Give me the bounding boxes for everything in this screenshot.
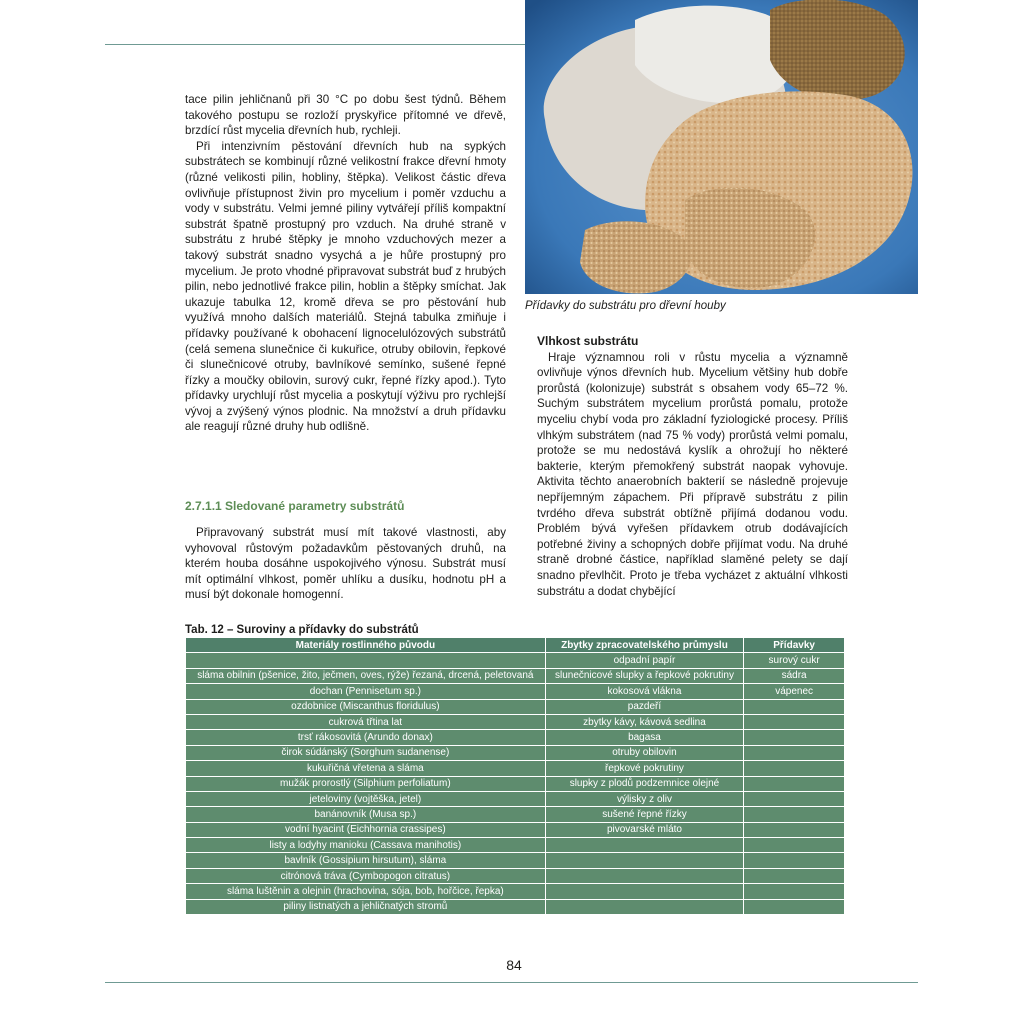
table-cell xyxy=(545,868,744,883)
table-cell: kokosová vlákna xyxy=(545,684,744,699)
section-text xyxy=(185,525,506,603)
table-row xyxy=(186,807,845,822)
table-row xyxy=(186,699,845,714)
table-row xyxy=(186,884,845,899)
table-cell: otruby obilovin xyxy=(545,745,744,760)
table-cell xyxy=(545,884,744,899)
table-row xyxy=(186,730,845,745)
table-cell: kukuřičná vřetena a sláma xyxy=(186,761,546,776)
table-row xyxy=(186,761,845,776)
table-title: Tab. 12 – Suroviny a přídavky do substrátů xyxy=(185,624,419,636)
table-cell xyxy=(744,791,845,806)
left-column xyxy=(185,92,506,435)
table-row xyxy=(186,838,845,853)
table-cell: ozdobnice (Miscanthus floridulus) xyxy=(186,699,546,714)
table-row xyxy=(186,899,845,914)
table-cell: sláma obilnin (pšenice, žito, ječmen, oves, rýže) řezaná, drcená, peletovaná xyxy=(186,668,546,683)
photo-illustration xyxy=(525,0,918,294)
table-row xyxy=(186,714,845,729)
table-cell xyxy=(545,899,744,914)
table-row xyxy=(186,868,845,883)
table-cell: banánovník (Musa sp.) xyxy=(186,807,546,822)
table-cell xyxy=(545,853,744,868)
table-cell: slunečnicové slupky a řepkové pokrutiny xyxy=(545,668,744,683)
substrate-table xyxy=(185,637,845,915)
table-cell: trsť rákosovitá (Arundo donax) xyxy=(186,730,546,745)
page-number: 84 xyxy=(506,957,522,973)
body-paragraph: tace pilin jehličnanů při 30 °C po dobu šest týdnů. Během takového postupu se rozloží pryskyřice přítomné ve dřevě, brzdící růst mycelia dřevních hub, rychleji. xyxy=(185,93,506,138)
body-paragraph: Při intenzivním pěstování dřevních hub na sypkých substrátech se kombinují různé velikostní frakce dřevní hmoty (různé velikosti pilin, hobliny, štěpka). Velikost částic dřeva ovlivňuje přístupnost živin pro mycelium i poměr vzduchu a vody v substrátu. Velmi jemné piliny vytvářejí příliš kompaktní substrát špatně prostupný pro vzduch. Na druhé straně v substrátu z hrubé štěpky je mnoho vzduchových mezer a takový substrát snadno vysychá a je hůře prostupný pro mycelium. Je proto vhodné připravovat substrát buď z hrubých pilin, nebo jednotlivé frakce pilin, hoblin a štěpky smíchat. Jak ukazuje tabulka 12, kromě dřeva se pro pěstování hub využívá mnoho dalších materiálů. Stejná tabulka zmiňuje i přídavky používané k obohacení lignocelulózových substrátů (celá semena slunečnice či kukuřice, otruby obilovin, řepkové či slunečnicové otruby, bavlníkové semínko, sušené řepné řízky a moučky obilovin, surový cukr, řepné řízky apod.). Tyto přídavky urychlují růst mycelia a poskytují výživu pro rychlejší vývoj a zvýšený výnos plodnic. Na množství a druh přídavku ale reagují různé druhy hub odlišně. xyxy=(185,139,506,434)
table-cell: sláma luštěnin a olejnin (hrachovina, sója, bob, hořčice, řepka) xyxy=(186,884,546,899)
table-cell: bavlník (Gossipium hirsutum), sláma xyxy=(186,853,546,868)
table-cell xyxy=(545,838,744,853)
table-cell: pazdeří xyxy=(545,699,744,714)
table-header-row xyxy=(186,638,845,653)
section-heading: 2.7.1.1 Sledované parametry substrátů xyxy=(185,499,405,513)
table-row xyxy=(186,745,845,760)
table-cell: vodní hyacint (Eichhornia crassipes) xyxy=(186,822,546,837)
body-paragraph: Připravovaný substrát musí mít takové vlastnosti, aby vyhovoval růstovým požadavkům pěstovaných druhů, na kterém houba dosáhne uspokojivého výnosu. Substrát musí mít optimální vlhkost, poměr uhlíku a dusíku, hodnotu pH a musí být dokonale homogenní. xyxy=(185,526,506,602)
table-cell xyxy=(744,730,845,745)
table-cell: čirok súdánský (Sorghum sudanense) xyxy=(186,745,546,760)
table-cell: sádra xyxy=(744,668,845,683)
table-cell: vápenec xyxy=(744,684,845,699)
right-column xyxy=(537,334,848,599)
table-cell: slupky z plodů podzemnice olejné xyxy=(545,776,744,791)
table-row xyxy=(186,853,845,868)
table-cell: listy a lodyhy manioku (Cassava manihotis) xyxy=(186,838,546,853)
table-cell: řepkové pokrutiny xyxy=(545,761,744,776)
table-cell: cukrová třtina lat xyxy=(186,714,546,729)
table-cell xyxy=(744,807,845,822)
table-cell: zbytky kávy, kávová sedlina xyxy=(545,714,744,729)
table-cell xyxy=(744,822,845,837)
table-header-cell: Přídavky xyxy=(744,638,845,653)
table-cell xyxy=(744,745,845,760)
table-cell xyxy=(186,653,546,668)
photo-caption: Přídavky do substrátu pro dřevní houby xyxy=(525,300,726,312)
table-cell: piliny listnatých a jehličnatých stromů xyxy=(186,899,546,914)
table-cell: odpadní papír xyxy=(545,653,744,668)
table-cell: citrónová tráva (Cymbopogon citratus) xyxy=(186,868,546,883)
table-cell xyxy=(744,853,845,868)
table-cell xyxy=(744,899,845,914)
table-row xyxy=(186,684,845,699)
table-cell xyxy=(744,761,845,776)
table-cell: mužák prorostlý (Silphium perfoliatum) xyxy=(186,776,546,791)
table-row xyxy=(186,668,845,683)
table-cell: jeteloviny (vojtěška, jetel) xyxy=(186,791,546,806)
body-paragraph: Hraje významnou roli v růstu mycelia a významně ovlivňuje výnos dřevních hub. Mycelium většiny hub dobře prorůstá (kolonizuje) substrát s obsahem vody 65–72 %. Suchým substrátem mycelium prorůstá pomalu, protože myceliu chybí voda pro základní fyziologické procesy. Příliš vlhkým substrátem (nad 75 % vody) prorůstá velmi pomalu, protože se mu nedostává kyslík a ohrožují ho některé bakterie, kterým přemokřený substrát naopak vyhovuje. Aktivita těchto anaerobních bakterií se následně projevuje nepříjemným zápachem. Při přípravě substrátu z pilin tvrdého dřeva substrát obtížně přijímá dodanou vodu. Problém bývá vyřešen přídavkem otrub dodávajících potřebné živiny a schopných dobře přijímat vodu. Na druhé straně drobné částice, například slaměné pelety se dají snadno převlhčit. Proto je třeba vycházet z aktuální vlhkosti substrátu a dodat chybějící xyxy=(537,350,848,598)
table-cell xyxy=(744,714,845,729)
table-cell: dochan (Pennisetum sp.) xyxy=(186,684,546,699)
table-row xyxy=(186,822,845,837)
table-cell xyxy=(744,868,845,883)
table-cell: surový cukr xyxy=(744,653,845,668)
table-cell: bagasa xyxy=(545,730,744,745)
table-cell xyxy=(744,776,845,791)
table-header-cell: Materiály rostlinného původu xyxy=(186,638,546,653)
table-row xyxy=(186,791,845,806)
table-cell: pivovarské mláto xyxy=(545,822,744,837)
substrate-additives-photo xyxy=(525,0,918,294)
subsection-heading: Vlhkost substrátu xyxy=(537,334,639,348)
table-cell xyxy=(744,838,845,853)
header-rule xyxy=(105,44,525,45)
footer-rule xyxy=(105,982,918,983)
table-cell xyxy=(744,884,845,899)
table-cell: sušené řepné řízky xyxy=(545,807,744,822)
table-row xyxy=(186,776,845,791)
table-header-cell: Zbytky zpracovatelského průmyslu xyxy=(545,638,744,653)
table-cell: výlisky z oliv xyxy=(545,791,744,806)
table-body xyxy=(186,653,845,915)
table-row xyxy=(186,653,845,668)
table-cell xyxy=(744,699,845,714)
